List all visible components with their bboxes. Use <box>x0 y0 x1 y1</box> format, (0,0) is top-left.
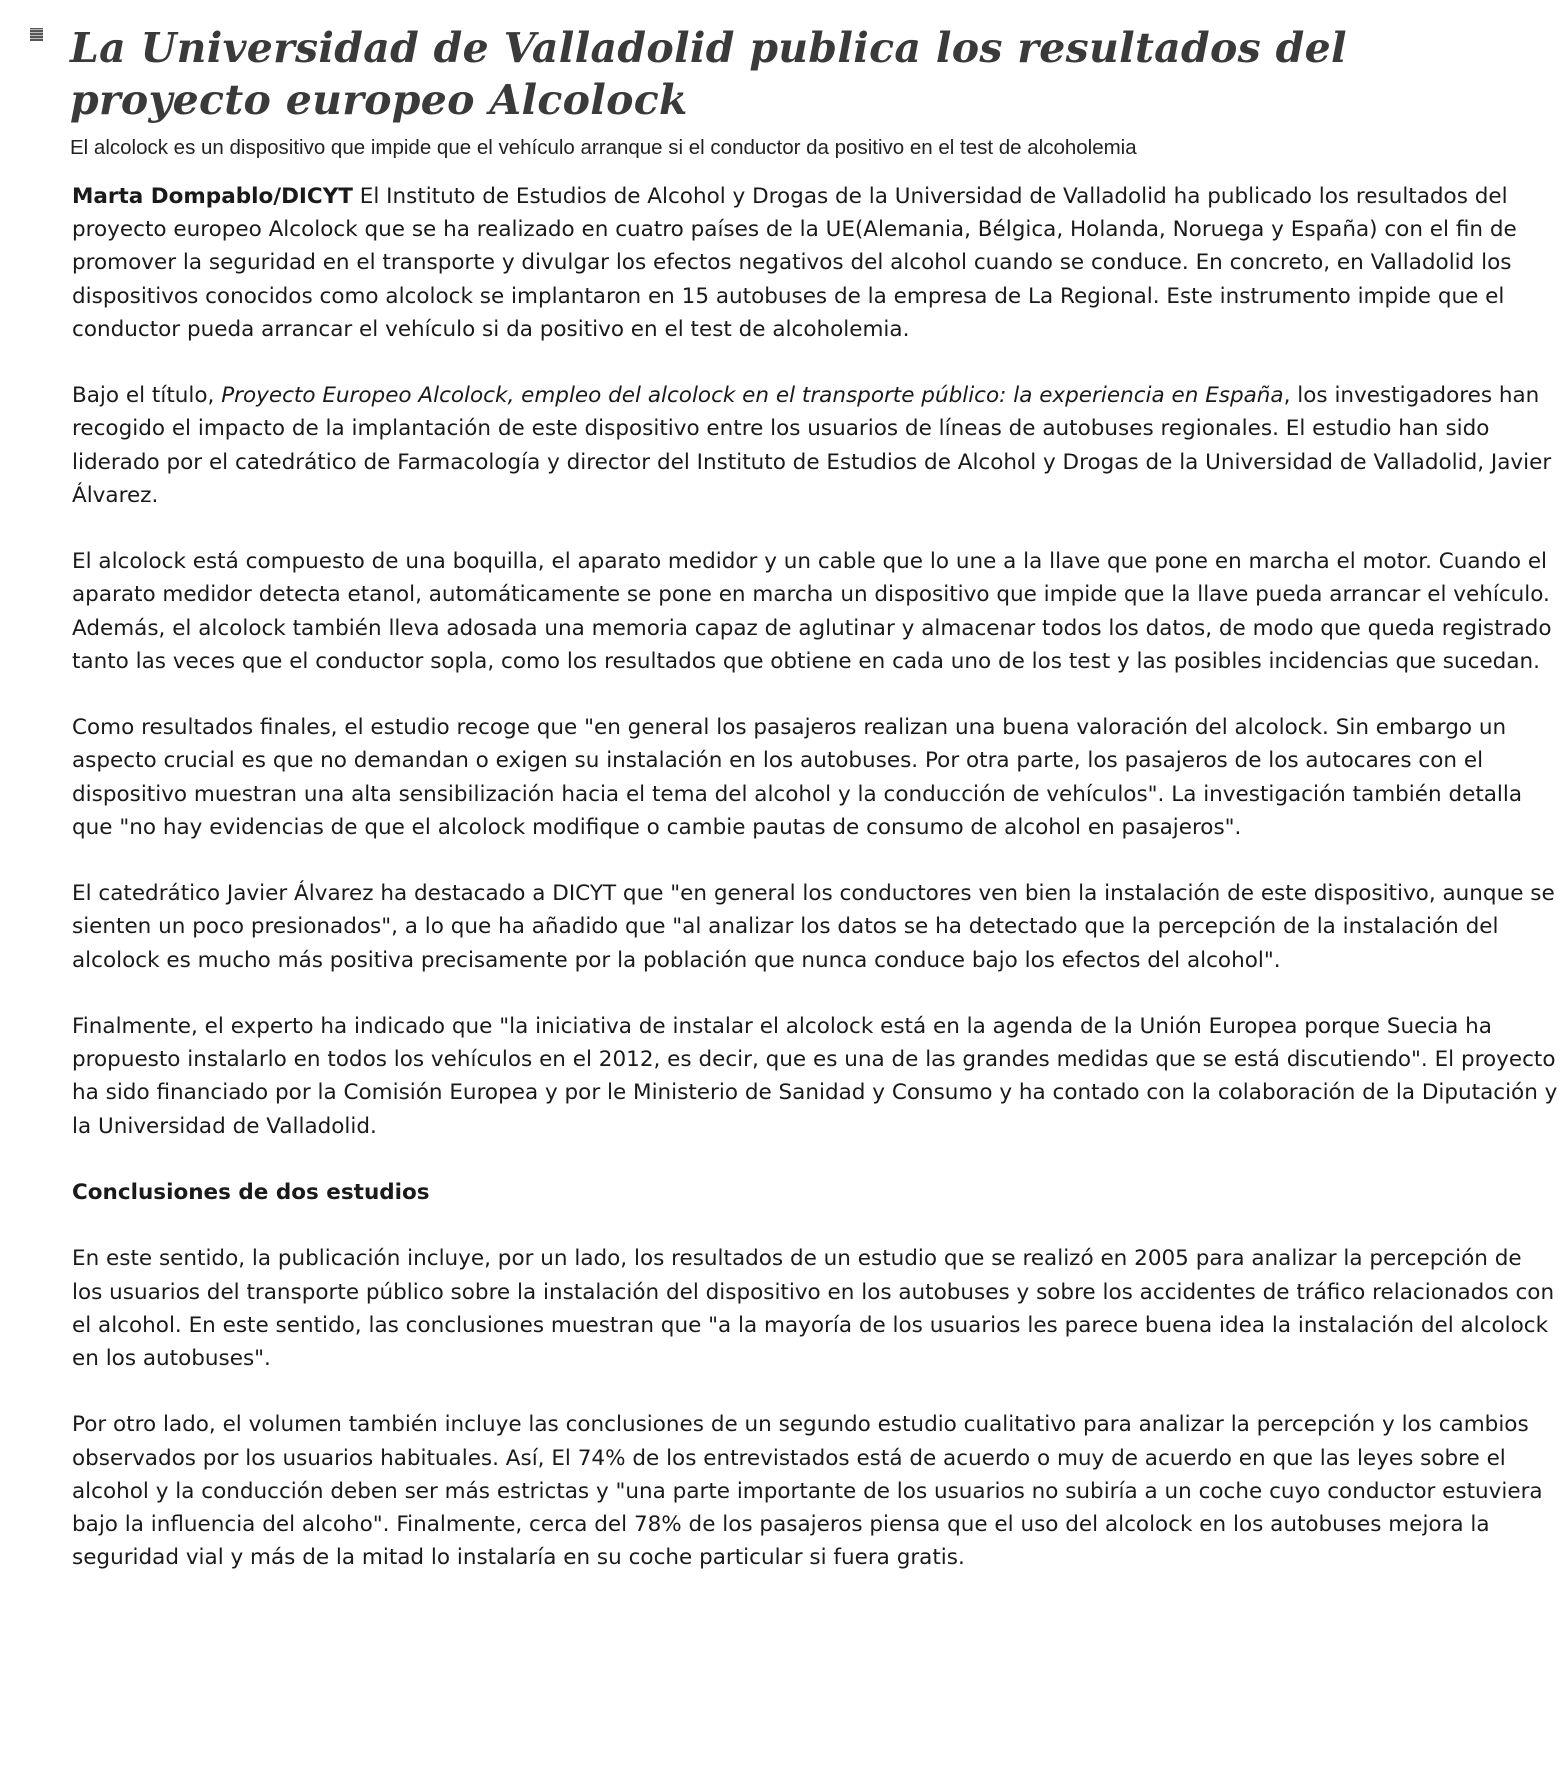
section-heading: Conclusiones de dos estudios <box>72 1180 430 1205</box>
paragraph-3: El alcolock está compuesto de una boquilla, el aparato medidor y un cable que lo une a la llave que pone en marcha el motor. Cuando el aparato medidor detecta etanol, automáticamente se pone en marcha un dispositivo que impide que la llave pueda arrancar el vehículo. Además, el alcolock también lleva adosada una memoria capaz de aglutinar y almacenar todos los datos, de modo que queda registrado tanto las veces que el conductor sopla, como los resultados que obtiene en cada uno de los test y las posibles incidencias que sucedan. <box>72 549 1552 674</box>
lead-text: El Instituto de Estudios de Alcohol y Drogas de la Universidad de Valladolid ha publicado los resultados del proyecto europeo Alcolock que se ha realizado en cuatro países de la UE(Alemania, Bélgica, Holanda, Noruega y España) con el fin de promover la seguridad en el transporte y divulgar los efectos negativos del alcohol cuando se conduce. En concreto, en Valladolid los dispositivos conocidos como alcolock se implantaron en 15 autobuses de la empresa de La Regional. Este instrumento impide que el conductor pueda arrancar el vehículo si da positivo en el test de alcoholemia. <box>72 184 1517 342</box>
article-title: La Universidad de Valladolid publica los resultados del proyecto europeo Alcolock <box>70 24 1347 124</box>
paragraph-2-intro: Bajo el título, <box>72 383 222 409</box>
paragraph-2 <box>72 379 1558 512</box>
article-subtitle: El alcolock es un dispositivo que impide que el vehículo arranque si el conductor da positivo en el test de alcoholemia <box>70 136 1137 159</box>
paragraph-2-text: , los investigadores han recogido el impacto de la implantación de este dispositivo entre los usuarios de líneas de autobuses regionales. El estudio han sido liderado por el catedrático de Farmacología y director del Instituto de Estudios de Alcohol y Drogas de la Universidad de Valladolid, Javier Álvarez. <box>72 383 1552 508</box>
square-bullet-icon <box>30 28 43 41</box>
paragraph-7: En este sentido, la publicación incluye, por un lado, los resultados de un estudio que se realizó en 2005 para analizar la percepción de los usuarios del transporte público sobre la instalación del dispositivo en los autobuses y sobre los accidentes de tráfico relacionados con el alcohol. En este sentido, las conclusiones muestran que "a la mayoría de los usuarios les parece buena idea la instalación del alcolock en los autobuses". <box>72 1246 1555 1371</box>
publication-title: Proyecto Europeo Alcolock, empleo del alcolock en el transporte público: la experiencia en España <box>221 383 1284 409</box>
author-byline: Marta Dompablo/DICYT <box>72 184 353 209</box>
paragraph-8: Por otro lado, el volumen también incluye las conclusiones de un segundo estudio cualitativo para analizar la percepción y los cambios observados por los usuarios habituales. Así, El 74% de los entrevistados está de acuerdo o muy de acuerdo en que las leyes sobre el alcohol y la conducción deben ser más estrictas y "una parte importante de los usuarios no subiría a un coche cuyo conductor estuviera bajo la influencia del alcoho". Finalmente, cerca del 78% de los pasajeros piensa que el uso del alcolock en los autobuses mejora la seguridad vial y más de la mitad lo instalaría en su coche particular si fuera gratis. <box>72 1412 1543 1571</box>
paragraph-4: Como resultados finales, el estudio recoge que "en general los pasajeros realizan una buena valoración del alcolock. Sin embargo un aspecto crucial es que no demandan o exigen su instalación en los autobuses. Por otra parte, los pasajeros de los autocares con el dispositivo muestran una alta sensibilización hacia el tema del alcohol y la conducción de vehículos". La investigación también detalla que "no hay evidencias de que el alcolock modifique o cambie pautas de consumo de alcohol en pasajeros". <box>72 715 1523 840</box>
paragraph-6: Finalmente, el experto ha indicado que "la iniciativa de instalar el alcolock está en la agenda de la Unión Europea porque Suecia ha propuesto instalarlo en todos los vehículos en el 2012, es decir, que es una de las grandes medidas que se está discutiendo". El proyecto ha sido financiado por la Comisión Europea y por le Ministerio de Sanidad y Consumo y ha contado con la colaboración de la Diputación y la Universidad de Valladolid. <box>72 1014 1558 1139</box>
article-body <box>72 180 1558 1608</box>
lead-paragraph <box>72 180 1558 346</box>
paragraph-5: El catedrático Javier Álvarez ha destacado a DICYT que "en general los conductores ven bien la instalación de este dispositivo, aunque se sienten un poco presionados", a lo que ha añadido que "al analizar los datos se ha detectado que la percepción de la instalación del alcolock es mucho más positiva precisamente por la población que nunca conduce bajo los efectos del alcohol". <box>72 881 1555 973</box>
